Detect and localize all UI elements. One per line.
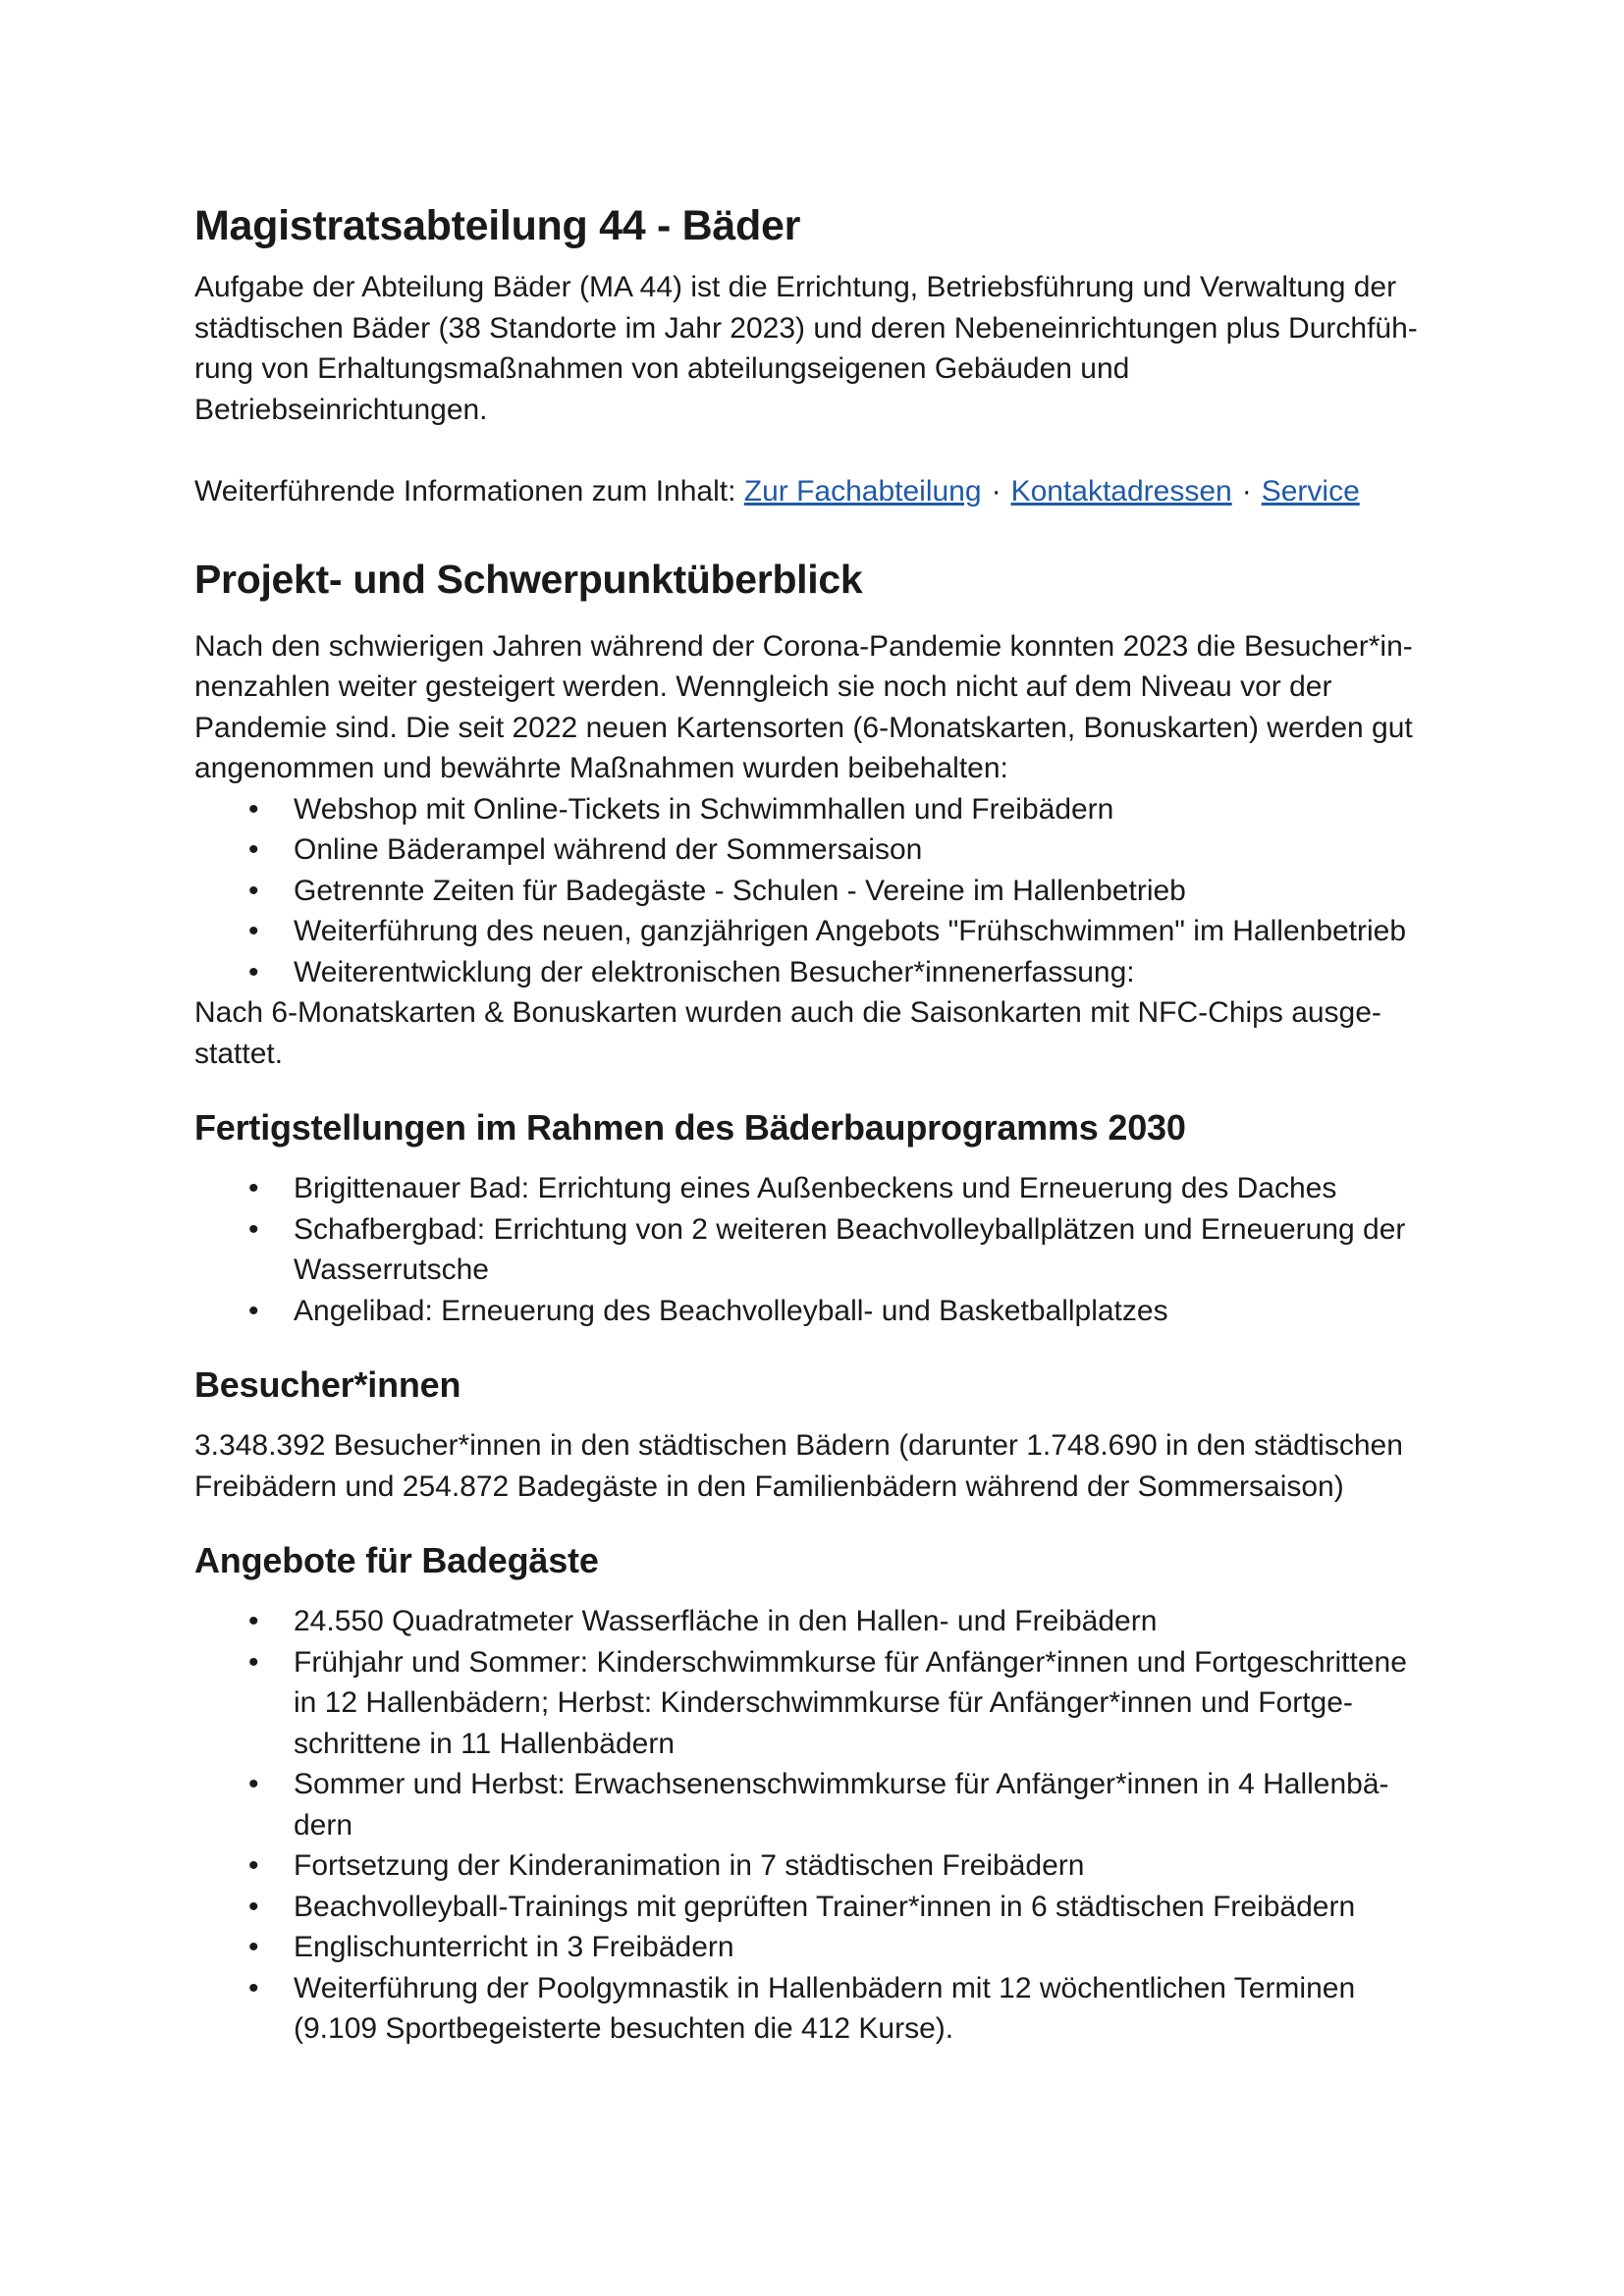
list-item-text: dern <box>294 1808 353 1842</box>
list-item <box>194 1168 1461 1209</box>
section-heading-visitors: Besucher*innen <box>194 1364 461 1405</box>
bullet: • <box>248 1645 259 1679</box>
link-kontaktadressen[interactable]: Kontaktadressen <box>1010 475 1232 507</box>
list-item-text: 24.550 Quadratmeter Wasserfläche in den Hallen- und Freibädern <box>294 1605 1158 1637</box>
bullet: • <box>248 833 259 866</box>
overview-list <box>194 789 1461 993</box>
list-item-text: Wasserrutsche <box>294 1254 489 1286</box>
list-item <box>194 1291 1461 1332</box>
further-info-line <box>194 471 1461 512</box>
intro-line: städtischen Bäder (38 Standorte im Jahr 2023) und deren Nebeneinrichtungen plus Durchfüh- <box>194 311 1418 345</box>
bullet: • <box>248 915 259 947</box>
intro-line: Betriebseinrichtungen. <box>194 393 488 426</box>
link-separator: · <box>991 475 1001 507</box>
list-item <box>194 1845 1461 1887</box>
list-item-text: in 12 Hallenbädern; Herbst: Kinderschwimmkurse für Anfänger*innen und Fortge- <box>294 1686 1353 1719</box>
link-service[interactable]: Service <box>1261 475 1360 507</box>
list-item-text: Fortsetzung der Kinderanimation in 7 städtischen Freibädern <box>294 1849 1085 1882</box>
bullet: • <box>248 1890 259 1923</box>
list-item-text: Webshop mit Online-Tickets in Schwimmhallen und Freibädern <box>294 792 1114 826</box>
intro-line: rung von Erhaltungsmaßnahmen von abteilungseigenen Gebäuden und <box>194 352 1130 385</box>
list-item-text: Englischunterricht in 3 Freibädern <box>294 1931 734 1963</box>
list-item <box>194 1764 1461 1845</box>
intro-paragraph <box>194 267 1461 430</box>
visitors-paragraph <box>194 1425 1461 1507</box>
list-item <box>194 1887 1461 1928</box>
list-item <box>194 1209 1461 1291</box>
list-item <box>194 1601 1461 1642</box>
further-info-label: Weiterführende Informationen zum Inhalt: <box>194 475 744 507</box>
list-item-text: Frühjahr und Sommer: Kinderschwimmkurse für Anfänger*innen und Fortgeschrittene <box>294 1645 1407 1679</box>
list-item-text: Weiterführung der Poolgymnastik in Hallenbädern mit 12 wöchentlichen Terminen <box>294 1971 1356 2004</box>
overview-line: Pandemie sind. Die seit 2022 neuen Kartensorten (6-Monatskarten, Bonuskarten) werden gut <box>194 711 1413 744</box>
visitors-line: 3.348.392 Besucher*innen in den städtischen Bädern (darunter 1.748.690 in den städtischen <box>194 1429 1403 1462</box>
list-item-text: Getrennte Zeiten für Badegäste - Schulen - Vereine im Hallenbetrieb <box>294 874 1186 907</box>
list-item-text: Angelibad: Erneuerung des Beachvolleyball- und Basketballplatzes <box>294 1294 1168 1327</box>
section-heading-overview: Projekt- und Schwerpunktüberblick <box>194 556 863 602</box>
offers-list <box>194 1601 1461 2050</box>
page-title: Magistratsabteilung 44 - Bäder <box>194 202 801 249</box>
overview-after-line: stattet. <box>194 1037 284 1070</box>
list-item <box>194 952 1461 993</box>
bullet: • <box>248 874 259 907</box>
list-item-text: Online Bäderampel während der Sommersaison <box>294 833 923 866</box>
section-heading-completed: Fertigstellungen im Rahmen des Bäderbauprogramms 2030 <box>194 1107 1186 1148</box>
document-page <box>194 196 1461 2050</box>
overview-line: nenzahlen weiter gesteigert werden. Wenngleich sie noch nicht auf dem Niveau vor der <box>194 670 1332 703</box>
list-item-text: Weiterführung des neuen, ganzjährigen Angebots "Frühschwimmen" im Hallenbetrieb <box>294 915 1407 947</box>
overview-after-line: Nach 6-Monatskarten & Bonuskarten wurden auch die Saisonkarten mit NFC-Chips ausge- <box>194 996 1381 1029</box>
overview-line: angenommen und bewährte Maßnahmen wurden beibehalten: <box>194 752 1008 784</box>
list-item <box>194 1642 1461 1765</box>
completed-list <box>194 1168 1461 1331</box>
link-fachabteilung[interactable]: Zur Fachabteilung <box>743 475 982 507</box>
section-heading-offers: Angebote für Badegäste <box>194 1540 599 1580</box>
list-item <box>194 911 1461 952</box>
list-item-text: Weiterentwicklung der elektronischen Besucher*innenerfassung: <box>294 955 1135 988</box>
overview-after-paragraph <box>194 992 1461 1074</box>
list-item <box>194 871 1461 912</box>
list-item-text: schrittene in 11 Hallenbädern <box>294 1727 676 1760</box>
bullet: • <box>248 792 259 826</box>
overview-line: Nach den schwierigen Jahren während der Corona-Pandemie konnten 2023 die Besucher*in- <box>194 629 1413 663</box>
bullet: • <box>248 1931 259 1963</box>
link-separator: · <box>1241 475 1252 507</box>
list-item <box>194 1968 1461 2050</box>
bullet: • <box>248 1172 259 1204</box>
bullet: • <box>248 1971 259 2004</box>
bullet: • <box>248 1212 259 1246</box>
bullet: • <box>248 1294 259 1327</box>
bullet: • <box>248 955 259 988</box>
bullet: • <box>248 1605 259 1637</box>
list-item-text: Brigittenauer Bad: Errichtung eines Außenbeckens und Erneuerung des Daches <box>294 1172 1337 1204</box>
bullet: • <box>248 1768 259 1800</box>
overview-paragraph <box>194 626 1461 789</box>
list-item-text: (9.109 Sportbegeisterte besuchten die 412 Kurse). <box>294 2012 954 2045</box>
list-item-text: Sommer und Herbst: Erwachsenenschwimmkurse für Anfänger*innen in 4 Hallenbä- <box>294 1768 1389 1800</box>
visitors-line: Freibädern und 254.872 Badegäste in den Familienbädern während der Sommersaison) <box>194 1469 1344 1503</box>
list-item <box>194 789 1461 830</box>
list-item <box>194 1927 1461 1968</box>
intro-line: Aufgabe der Abteilung Bäder (MA 44) ist die Errichtung, Betriebsführung und Verwaltung der <box>194 271 1397 303</box>
list-item <box>194 829 1461 871</box>
list-item-text: Beachvolleyball-Trainings mit geprüften Trainer*innen in 6 städtischen Freibädern <box>294 1890 1356 1923</box>
list-item-text: Schafbergbad: Errichtung von 2 weiteren Beachvolleyballplätzen und Erneuerung der <box>294 1212 1406 1246</box>
bullet: • <box>248 1849 259 1882</box>
